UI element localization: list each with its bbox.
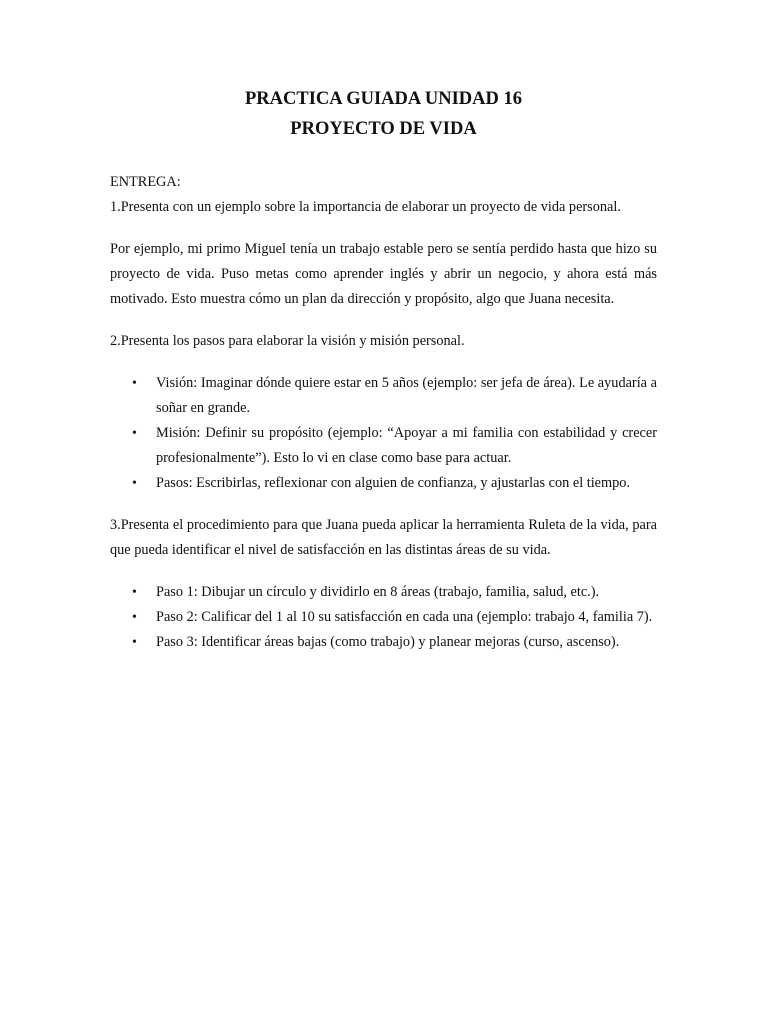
bullet-icon: • xyxy=(132,635,137,650)
list-item-text: Pasos: Escribirlas, reflexionar con alguien de confianza, y ajustarlas con el tiempo. xyxy=(156,475,631,491)
list-item xyxy=(110,605,657,630)
list-item-text: Misión: Definir su propósito (ejemplo: “Apoyar a mi familia con estabilidad y crecer profesionalmente”). Esto lo vi en clase como base para actuar. xyxy=(156,425,657,466)
document-title: PRACTICA GUIADA UNIDAD 16 xyxy=(244,89,522,109)
list-item-text: Paso 1: Dibujar un círculo y dividirlo en 8 áreas (trabajo, familia, salud, etc.). xyxy=(156,584,600,600)
list-item xyxy=(110,580,657,605)
list-item xyxy=(110,421,657,471)
bullet-icon: • xyxy=(132,376,137,391)
list-item-text: Paso 2: Calificar del 1 al 10 su satisfacción en cada una (ejemplo: trabajo 4, familia 7). xyxy=(156,609,653,625)
delivery-label: ENTREGA: xyxy=(110,174,181,190)
document-subtitle: PROYECTO DE VIDA xyxy=(290,119,477,139)
list-question-3 xyxy=(110,580,657,655)
bullet-icon: • xyxy=(132,426,137,441)
list-item xyxy=(110,371,657,421)
list-item-text: Paso 3: Identificar áreas bajas (como trabajo) y planear mejoras (curso, ascenso). xyxy=(156,634,620,650)
answer-1: Por ejemplo, mi primo Miguel tenía un trabajo estable pero se sentía perdido hasta que hizo su proyecto de vida. Puso metas como aprender inglés y abrir un negocio, y ahora está más motivado. Esto muestra cómo un plan da dirección y propósito, algo que Juana necesita. xyxy=(110,241,657,307)
question-2: 2.Presenta los pasos para elaborar la visión y misión personal. xyxy=(110,333,465,349)
list-question-2 xyxy=(110,371,657,496)
question-1: 1.Presenta con un ejemplo sobre la importancia de elaborar un proyecto de vida personal. xyxy=(110,199,621,215)
list-item-text: Visión: Imaginar dónde quiere estar en 5 años (ejemplo: ser jefa de área). Le ayudaría a soñar en grande. xyxy=(156,375,657,416)
list-item xyxy=(110,630,657,655)
question-3: 3.Presenta el procedimiento para que Juana pueda aplicar la herramienta Ruleta de la vida, para que pueda identificar el nivel de satisfacción en las distintas áreas de su vida. xyxy=(110,517,657,558)
bullet-icon: • xyxy=(132,610,137,625)
list-item xyxy=(110,471,657,496)
document-page xyxy=(110,84,657,655)
bullet-icon: • xyxy=(132,476,137,491)
bullet-icon: • xyxy=(132,585,137,600)
